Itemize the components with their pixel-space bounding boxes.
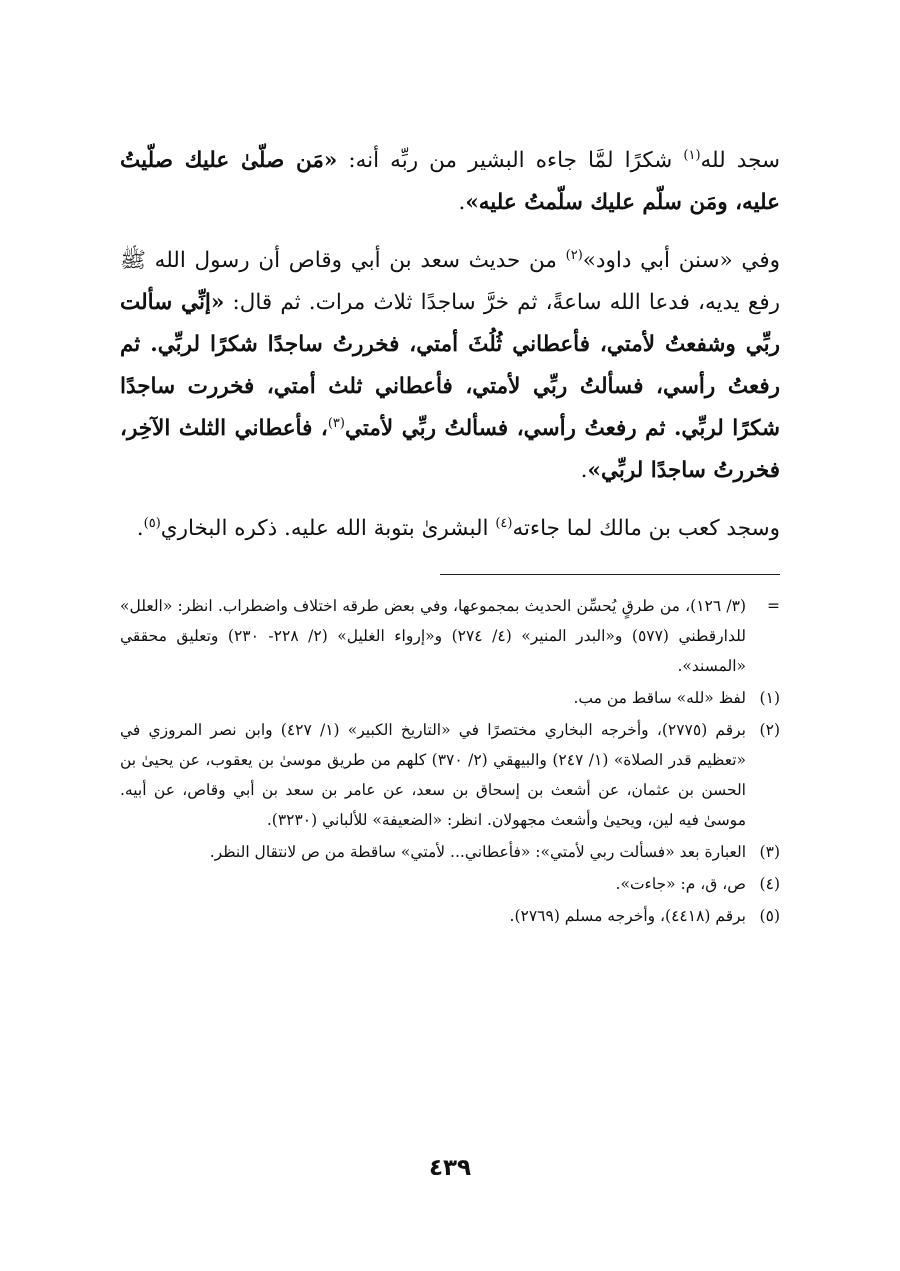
footnote-text: برقم (٢٧٧٥)، وأخرجه البخاري مختصرًا في «التاريخ الكبير» (١/ ٤٢٧) وابن نصر المروزي في «تعظيم قدر الصلاة» (١/ ٢٤٧) والبيهقي (٢/ ٣٧٠) كلهم من طريق موسىٰ بن يعقوب، عن يحيىٰ بن الحسن بن عثمان، عن أشعث بن إسحاق بن سعد، عن عامر بن سعد بن أبي وقاص، عن أبيه. موسىٰ فيه لين، ويحيىٰ وأشعث مجهولان. انظر: «الضعيفة» للألباني (٣٢٣٠). bbox=[120, 721, 747, 829]
p2-text-b: من حديث سعد بن أبي وقاص أن رسول الله ﷺ رفع يديه، فدعا الله ساعةً، ثم خرَّ ساجدًا ثلاث مرات. ثم قال: bbox=[120, 248, 780, 315]
footnote-separator bbox=[440, 574, 780, 575]
p2-end: . bbox=[580, 458, 588, 483]
footnote-text: برقم (٤٤١٨)، وأخرجه مسلم (٢٧٦٩). bbox=[509, 907, 746, 925]
footnote-1 bbox=[120, 683, 780, 713]
paragraph-1 bbox=[120, 140, 780, 224]
p1-end: . bbox=[458, 190, 466, 215]
paragraph-3 bbox=[120, 508, 780, 550]
p1-text-b: شكرًا لمَّا جاءه البشير من ربِّه أنه: bbox=[337, 148, 684, 173]
footnote-5 bbox=[120, 901, 780, 931]
footnote-text: لفظ «لله» ساقط من مب. bbox=[573, 689, 746, 707]
footnote-2 bbox=[120, 715, 780, 835]
p1-quote: «مَن صلّىٰ عليك صلّيتُ عليه، ومَن سلّم عليك سلّمتُ عليه» bbox=[120, 148, 780, 215]
footnote-text: العبارة بعد «فسألت ربي لأمتي»: «فأعطاني... لأمتي» ساقطة من ص لانتقال النظر. bbox=[209, 843, 746, 861]
footnote-num: (٤) bbox=[759, 875, 780, 893]
footnote-num: = bbox=[767, 597, 780, 615]
footnote-ref-3[interactable]: (٣) bbox=[327, 415, 345, 431]
p2-text-a: وفي «سنن أبي داود» bbox=[582, 248, 780, 273]
page-body bbox=[120, 140, 780, 933]
p3-end: . bbox=[136, 516, 144, 541]
footnote-num: (٢) bbox=[759, 721, 780, 739]
footnote-num: (٣) bbox=[759, 843, 780, 861]
footnote-ref-4[interactable]: (٤) bbox=[495, 515, 513, 531]
footnote-3 bbox=[120, 837, 780, 867]
footnote-num: (١) bbox=[759, 689, 780, 707]
footnote-ref-5[interactable]: (٥) bbox=[143, 515, 161, 531]
paragraph-2 bbox=[120, 240, 780, 492]
footnote-text: ص، ق، م: «جاءت». bbox=[615, 875, 746, 893]
p3-text-b: البشرىٰ بتوبة الله عليه. ذكره البخاري bbox=[160, 516, 496, 541]
p1-text-a: سجد لله bbox=[700, 148, 780, 173]
p2-quote-1: «إنِّي سألت ربِّي وشفعتُ لأمتي، فأعطاني ثُلُثَ أمتي، فخررتُ ساجدًا شكرًا لربِّي. ثم رفعتُ رأسي، فسألتُ ربِّي لأمتي، فأعطاني ثلث أمتي، فخررت ساجدًا شكرًا لربِّي. ثم رفعتُ رأسي، فسألتُ ربِّي لأمتي bbox=[120, 290, 781, 441]
footnote-ref-1[interactable]: (١) bbox=[683, 147, 701, 163]
footnote-num: (٥) bbox=[759, 907, 780, 925]
footnote-4 bbox=[120, 869, 780, 899]
page-number: ٤٣٩ bbox=[428, 1155, 472, 1181]
p2-quote-2: ، فأعطاني الثلث الآخِر، فخررتُ ساجدًا لربِّي» bbox=[120, 416, 780, 483]
p3-text-a: وسجد كعب بن مالك لما جاءته bbox=[512, 516, 780, 541]
footnote-text: (٣/ ١٢٦)، من طرقٍ يُحسِّن الحديث بمجموعها، وفي بعض طرقه اختلاف واضطراب. انظر: «العلل» للدارقطني (٥٧٧) و«البدر المنير» (٤/ ٢٧٤) و«إرواء الغليل» (٢/ ٢٢٨- ٢٣٠) وتعليق محققي «المسند». bbox=[120, 597, 746, 675]
footnote-continued bbox=[120, 591, 780, 681]
footnotes bbox=[120, 591, 780, 931]
footnote-ref-2[interactable]: (٢) bbox=[565, 247, 583, 263]
